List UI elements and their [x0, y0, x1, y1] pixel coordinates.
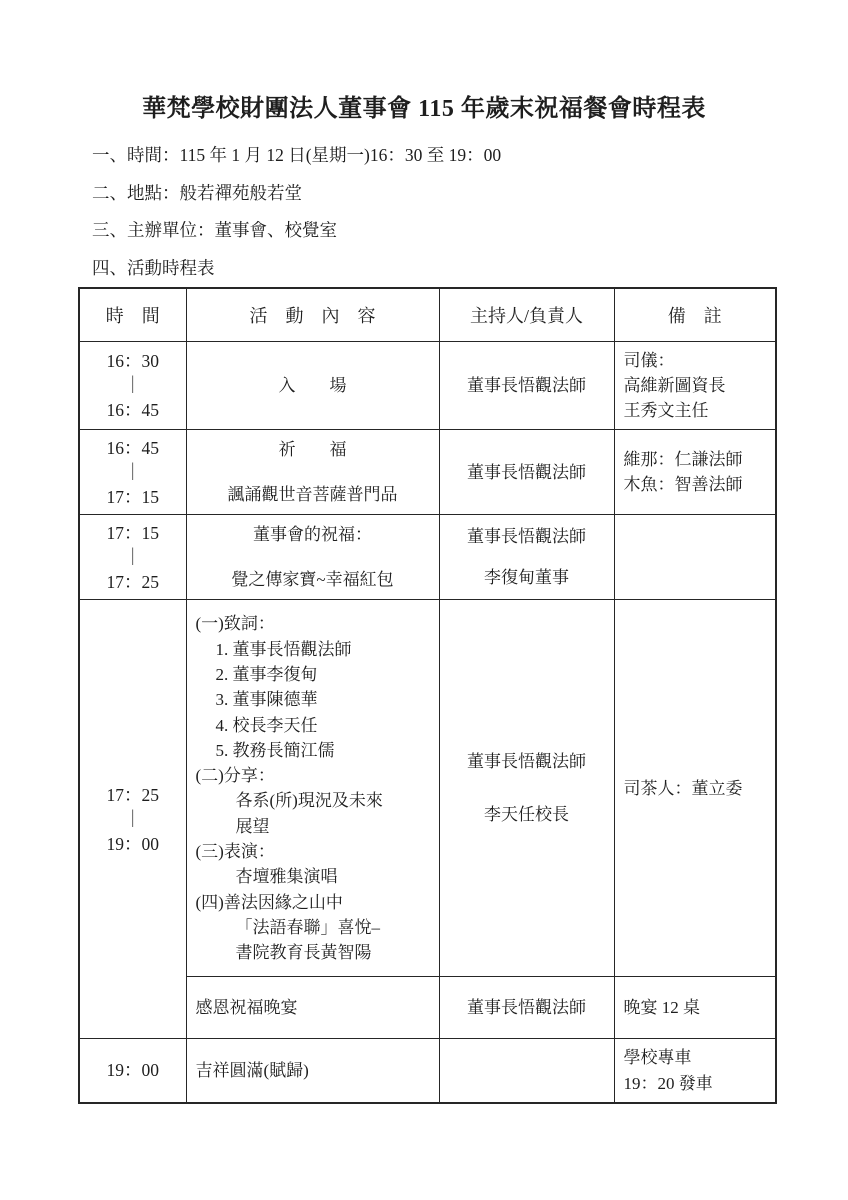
info-line-location: 二、地點：般若禪苑般若堂 [92, 182, 302, 203]
col-header-time: 時 間 [79, 288, 186, 341]
time-cell [79, 1039, 186, 1103]
time-start: 17：25 [106, 784, 159, 805]
activity-line: 吉祥圓滿(賦歸) [195, 1061, 309, 1081]
host-line: 董事長悟觀法師 [467, 375, 586, 395]
time-end: 17：25 [106, 571, 159, 592]
time-end: 19：00 [106, 833, 159, 854]
time-separator: ｜ [124, 375, 142, 396]
time-cell [79, 515, 186, 600]
activity-line: (二)分享： [195, 766, 275, 786]
host-cell [439, 515, 614, 600]
note-line: 學校專車 [623, 1048, 692, 1068]
host-line: 董事長悟觀法師 [467, 462, 586, 482]
note-line: 19：20 發車 [623, 1073, 713, 1093]
activity-line: 2. 董事李復甸 [215, 664, 318, 684]
host-cell [439, 1039, 614, 1103]
activity-line: (三)表演： [195, 841, 275, 861]
time-end: 16：45 [106, 399, 159, 420]
activity-line: 祈 福 [278, 440, 347, 460]
note-line: 高維新圖資長 [623, 375, 726, 395]
document-title: 華梵學校財團法人董事會 115 年歲末祝福餐會時程表 [142, 96, 706, 122]
note-line: 維那：仁謙法師 [623, 450, 743, 470]
host-line: 李復甸董事 [484, 568, 569, 588]
time-cell [79, 341, 186, 430]
host-line: 董事長悟觀法師 [467, 752, 586, 772]
note-cell [614, 977, 776, 1039]
activity-line: 5. 教務長簡江儒 [215, 740, 335, 760]
activity-line: 覺之傳家寶~幸福紅包 [231, 570, 394, 590]
col-header-activity: 活 動 內 容 [186, 288, 439, 341]
host-line: 董事長悟觀法師 [467, 998, 586, 1018]
host-line: 李天任校長 [484, 805, 569, 825]
table-row-board-blessing [79, 515, 776, 600]
activity-line: 4. 校長李天任 [215, 715, 318, 735]
schedule-table [78, 287, 777, 1104]
activity-line: 各系(所)現況及未來 [235, 791, 383, 811]
note-cell [614, 341, 776, 430]
time-start: 17：15 [106, 522, 159, 543]
table-header-row [79, 288, 776, 341]
note-cell [614, 515, 776, 600]
note-line: 晚宴 12 桌 [623, 998, 700, 1018]
activity-cell [186, 977, 439, 1039]
activity-line: 感恩祝福晚宴 [195, 998, 298, 1018]
time-start: 16：45 [106, 437, 159, 458]
table-row-program [79, 600, 776, 977]
time-start: 16：30 [106, 350, 159, 371]
note-cell [614, 600, 776, 977]
table-row-departure [79, 1039, 776, 1103]
info-block [92, 143, 501, 293]
activity-line: 「法語春聯」喜悅– [235, 917, 380, 937]
host-line: 董事長悟觀法師 [467, 527, 586, 547]
time-separator: ｜ [124, 547, 142, 568]
info-line-organizer: 三、主辦單位：董事會、校覺室 [92, 220, 337, 241]
activity-line: 入 場 [278, 375, 347, 395]
time-separator: ｜ [124, 809, 142, 830]
activity-line: 書院教育長黃智陽 [235, 943, 372, 963]
host-cell [439, 430, 614, 515]
activity-cell [186, 1039, 439, 1103]
info-line-schedule-label: 四、活動時程表 [92, 257, 215, 278]
note-cell [614, 1039, 776, 1103]
activity-line: 展望 [235, 816, 270, 836]
note-cell [614, 430, 776, 515]
activity-line: 1. 董事長悟觀法師 [215, 639, 352, 659]
time-end: 17：15 [106, 486, 159, 507]
activity-line: 杏壇雅集演唱 [235, 867, 338, 887]
activity-line: 諷誦觀世音菩薩普門品 [227, 485, 398, 505]
activity-line: (一)致詞： [195, 614, 275, 634]
time-cell [79, 430, 186, 515]
activity-cell [186, 515, 439, 600]
host-cell [439, 341, 614, 430]
activity-cell [186, 341, 439, 430]
host-cell [439, 600, 614, 977]
table-row-blessing [79, 430, 776, 515]
activity-line: (四)善法因緣之山中 [195, 892, 343, 912]
time-start: 19：00 [106, 1060, 159, 1081]
time-separator: ｜ [124, 462, 142, 483]
host-cell [439, 977, 614, 1039]
info-line-time: 一、時間：115 年 1 月 12 日(星期一)16：30 至 19：00 [92, 145, 502, 165]
note-line: 司茶人：董立委 [623, 778, 743, 798]
activity-cell [186, 430, 439, 515]
activity-line: 3. 董事陳德華 [215, 690, 318, 710]
note-line: 司儀： [623, 350, 675, 370]
note-line: 木魚：智善法師 [623, 475, 743, 495]
col-header-notes: 備 註 [614, 288, 776, 341]
activity-line: 董事會的祝福： [253, 525, 372, 545]
activity-cell [186, 600, 439, 977]
time-cell-merged [79, 600, 186, 1039]
table-row-entry [79, 341, 776, 430]
note-line: 王秀文主任 [623, 401, 709, 421]
col-header-host: 主持人/負責人 [439, 288, 614, 341]
